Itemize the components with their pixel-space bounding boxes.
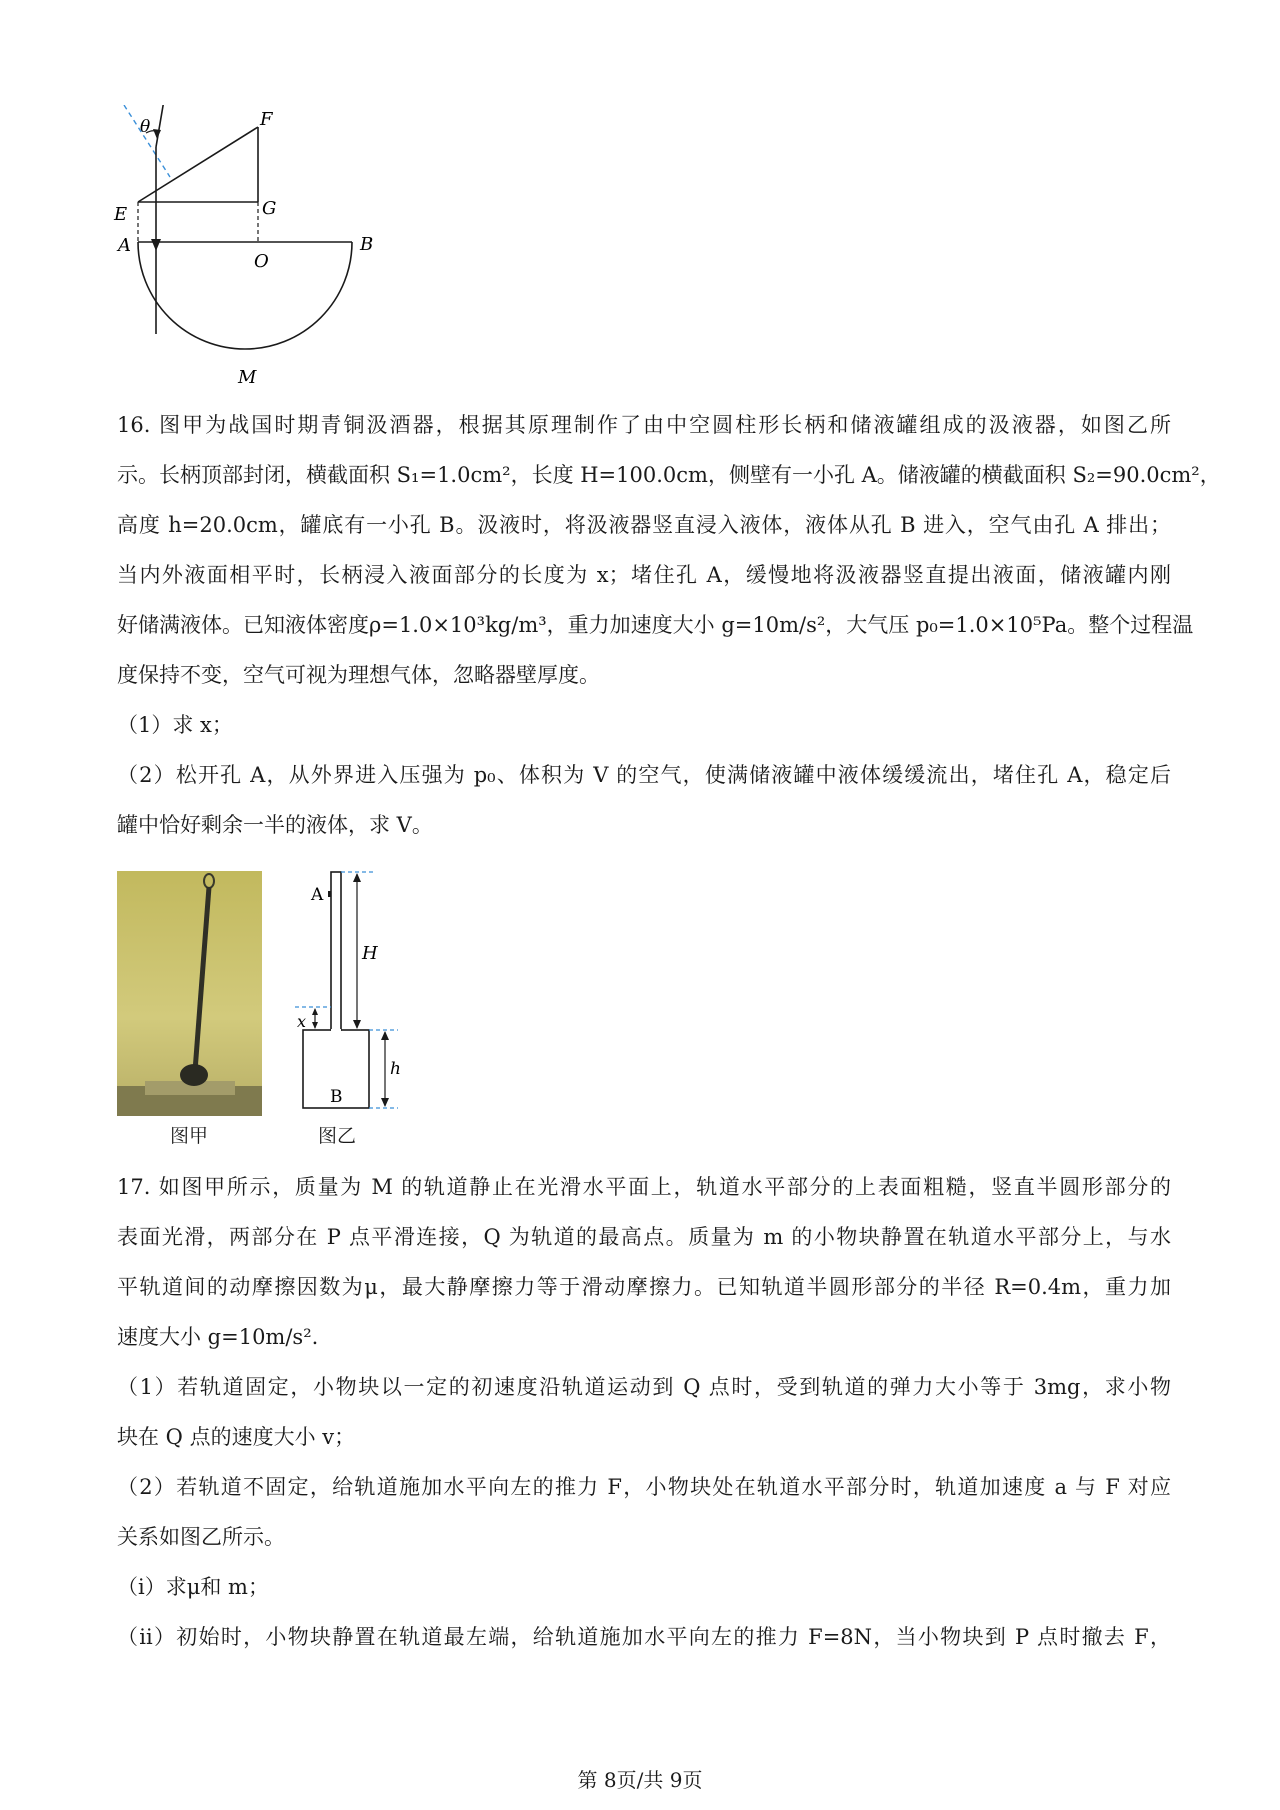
q17-line: 平轨道间的动摩擦因数为μ，最大静摩擦力等于滑动摩擦力。已知轨道半圆形部分的半径 R=0.4m，重力加 bbox=[117, 1275, 1171, 1299]
q17-line: 速度大小 g=10m/s². bbox=[117, 1325, 319, 1349]
label-f: F bbox=[260, 109, 273, 130]
diagram-label-a: A bbox=[311, 885, 324, 905]
siphon-diagram bbox=[295, 869, 405, 1114]
q16-line: 示。长柄顶部封闭，横截面积 S₁=1.0cm²，长度 H=100.0cm，侧壁有一小孔 A。储液罐的横截面积 S₂=90.0cm²， bbox=[117, 463, 1221, 487]
q17-sub1-line: 块在 Q 点的速度大小 v； bbox=[117, 1425, 356, 1449]
q16-line: 高度 h=20.0cm，罐底有一小孔 B。汲液时，将汲液器竖直浸入液体，液体从孔 B 进入，空气由孔 A 排出； bbox=[117, 513, 1171, 537]
q16-sub2-line: 罐中恰好剩余一半的液体，求 V。 bbox=[117, 813, 433, 837]
label-a: A bbox=[118, 235, 131, 256]
photo-caption: 图甲 bbox=[170, 1125, 209, 1147]
q16-sub2-line: （2）松开孔 A，从外界进入压强为 p₀、体积为 V 的空气，使满储液罐中液体缓缓流出，堵住孔 A，稳定后 bbox=[117, 763, 1171, 787]
q17-sub2-line: 关系如图乙所示。 bbox=[117, 1525, 285, 1549]
label-g: G bbox=[262, 198, 277, 219]
semicircle-arc bbox=[138, 242, 352, 349]
q17-sub-ii: （ii）初始时，小物块静置在轨道最左端，给轨道施加水平向左的推力 F=8N，当小物块到 P 点时撤去 F， bbox=[117, 1625, 1171, 1649]
normal-line bbox=[124, 105, 170, 177]
q17-sub1-line: （1）若轨道固定，小物块以一定的初速度沿轨道运动到 Q 点时，受到轨道的弹力大小等于 3mg，求小物 bbox=[117, 1375, 1171, 1399]
diagram-label-h-upper: H bbox=[362, 943, 378, 964]
diagram-label-x: x bbox=[297, 1012, 307, 1031]
diagram-label-h-lower: h bbox=[390, 1059, 401, 1079]
label-e: E bbox=[114, 204, 128, 225]
q16-line: 当内外液面相平时，长柄浸入液面部分的长度为 x；堵住孔 A，缓慢地将汲液器竖直提出液面，储液罐内刚 bbox=[117, 563, 1171, 587]
bronze-vessel-photo bbox=[117, 871, 262, 1116]
optics-figure bbox=[110, 105, 410, 395]
diagram-label-b: B bbox=[330, 1087, 343, 1107]
label-m: M bbox=[238, 367, 257, 388]
q17-sub2-line: （2）若轨道不固定，给轨道施加水平向左的推力 F，小物块处在轨道水平部分时，轨道加速度 a 与 F 对应 bbox=[117, 1475, 1171, 1499]
label-theta: θ bbox=[140, 117, 151, 137]
q16-line: 好储满液体。已知液体密度ρ=1.0×10³kg/m³，重力加速度大小 g=10m/s²，大气压 p₀=1.0×10⁵Pa。整个过程温 bbox=[117, 613, 1194, 637]
q17-line: 表面光滑，两部分在 P 点平滑连接，Q 为轨道的最高点。质量为 m 的小物块静置在轨道水平部分上，与水 bbox=[117, 1225, 1171, 1249]
refracted-arrowhead bbox=[151, 239, 161, 251]
incident-ray bbox=[156, 105, 164, 147]
label-o: O bbox=[254, 251, 269, 272]
q16-line: 16. 图甲为战国时期青铜汲酒器，根据其原理制作了由中空圆柱形长柄和储液罐组成的汲液器，如图乙所 bbox=[117, 413, 1171, 437]
q17-line: 17. 如图甲所示，质量为 M 的轨道静止在光滑水平面上，轨道水平部分的上表面粗糙，竖直半圆形部分的 bbox=[117, 1175, 1171, 1199]
q17-stem bbox=[117, 1162, 1171, 1662]
diagram-caption: 图乙 bbox=[318, 1125, 357, 1147]
label-b: B bbox=[360, 234, 374, 255]
q16-sub1: （1）求 x； bbox=[117, 713, 233, 737]
q16-line: 度保持不变，空气可视为理想气体，忽略器壁厚度。 bbox=[117, 663, 600, 687]
q16-stem bbox=[117, 400, 1221, 850]
q17-sub-i: （i）求μ和 m； bbox=[117, 1575, 269, 1599]
page-footer: 第 8页/共 9页 bbox=[577, 1768, 703, 1792]
